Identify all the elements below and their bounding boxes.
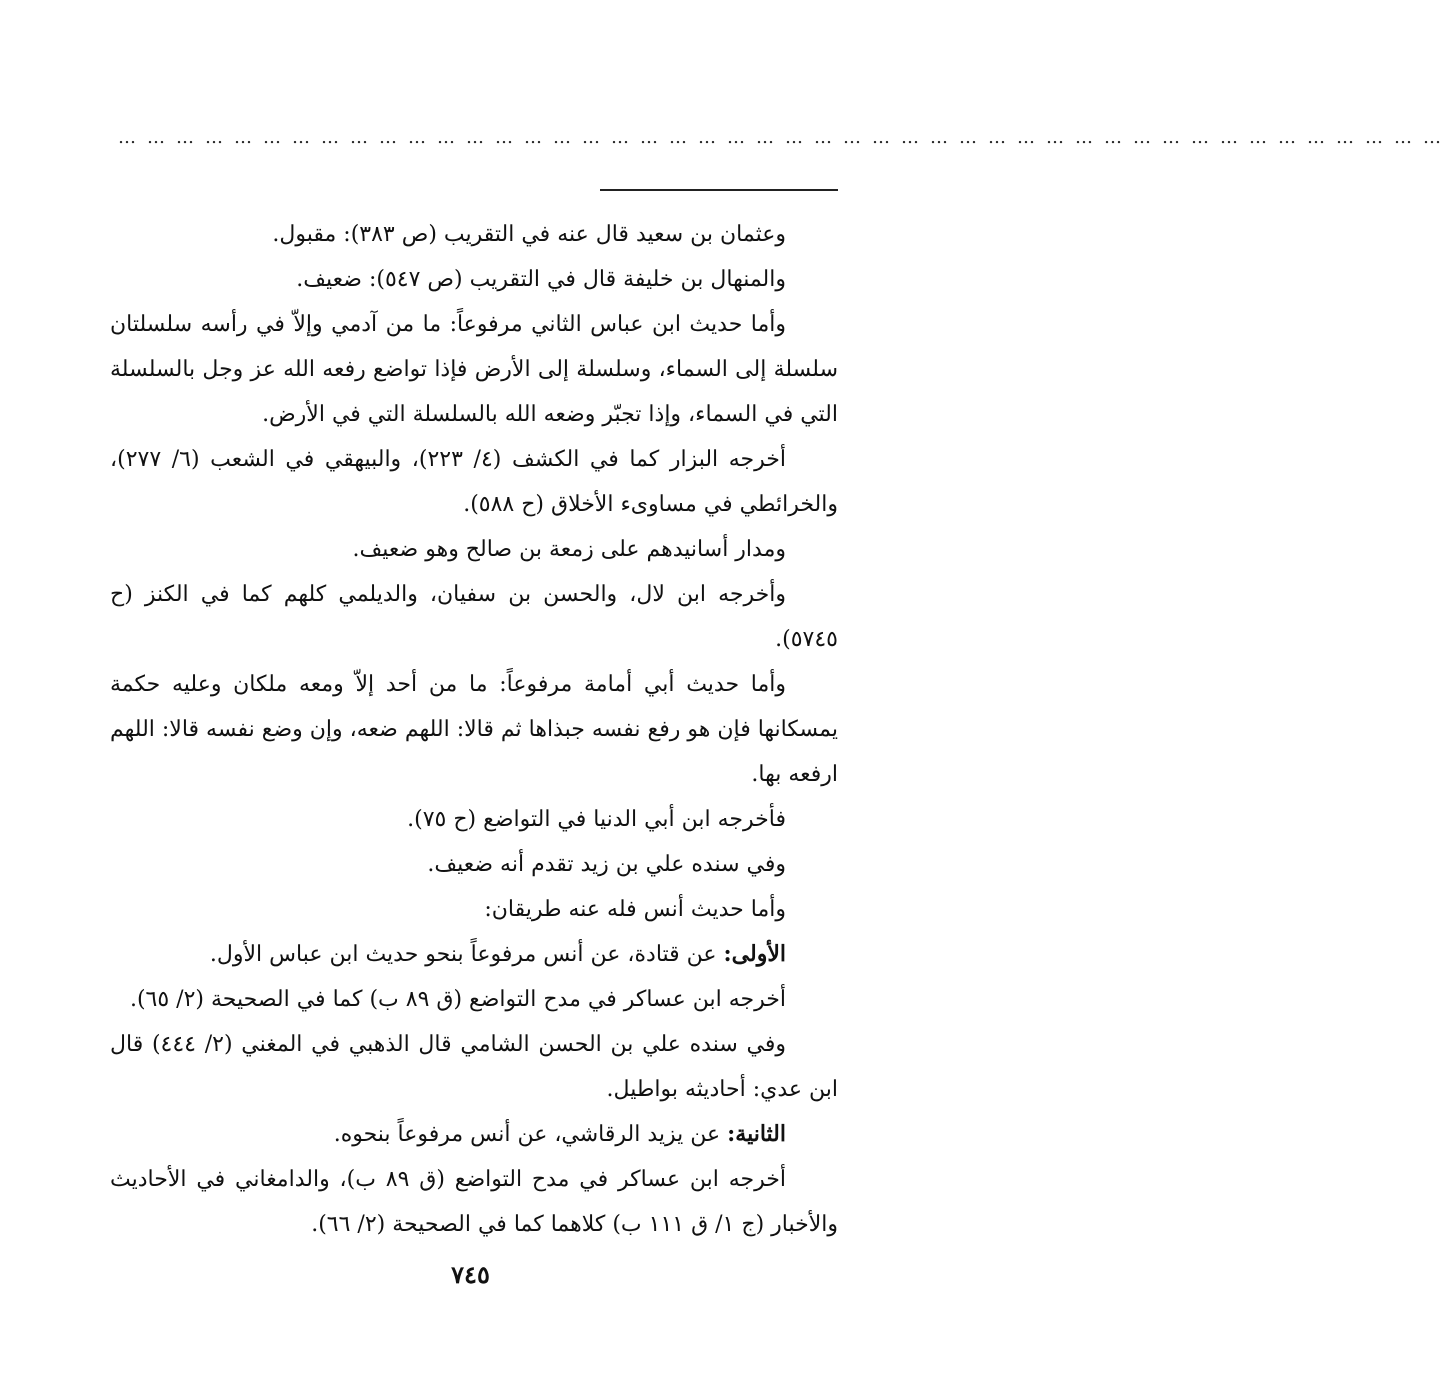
paragraph: أخرجه ابن عساكر في مدح التواضع (ق ٨٩ ب)، والدامغاني في الأحاديث والأخبار (ج ١/ ق ١١١ ب) كلاهما كما في الصحيحة (٢/ ٦٦). bbox=[110, 1167, 838, 1237]
paragraph: وعثمان بن سعيد قال عنه في التقريب (ص ٣٨٣): مقبول. bbox=[272, 222, 786, 247]
label-first: الأولى: bbox=[723, 941, 786, 967]
paragraph: وأخرجه ابن لال، والحسن بن سفيان، والديلمي كلهم كما في الكنز (ح ٥٧٤٥). bbox=[110, 582, 838, 652]
paragraph: وفي سنده علي بن الحسن الشامي قال الذهبي في المغني (٢/ ٤٤٤) قال ابن عدي: أحاديثه بواطيل. bbox=[110, 1032, 838, 1102]
paragraph: وأما حديث ابن عباس الثاني مرفوعاً: ما من آدمي وإلاّ في رأسه سلسلتان سلسلة إلى السماء، وسلسلة إلى الأرض فإذا تواضع رفعه الله عز وجل بالسلسلة التي في السماء، وإذا تجبّر وضعه الله بالسلسلة التي في الأرض. bbox=[110, 312, 838, 427]
paragraph: وأما حديث أنس فله عنه طريقان: bbox=[484, 897, 786, 922]
paragraph bbox=[110, 1112, 838, 1157]
paragraph-text: عن قتادة، عن أنس مرفوعاً بنحو حديث ابن عباس الأول. bbox=[209, 942, 717, 967]
paragraph-text: عن يزيد الرقاشي، عن أنس مرفوعاً بنحوه. bbox=[333, 1122, 721, 1147]
paragraph bbox=[110, 932, 838, 977]
paragraph: وأما حديث أبي أمامة مرفوعاً: ما من أحد إلاّ ومعه ملكان وعليه حكمة يمسكانها فإن هو رفع نفسه جبذاها ثم قالا: اللهم ضعه، وإن وضع نفسه قالا: اللهم ارفعه بها. bbox=[110, 672, 838, 787]
paragraph: فأخرجه ابن أبي الدنيا في التواضع (ح ٧٥). bbox=[407, 807, 786, 832]
dotted-separator: ………………………………………………………………………………………………………………………… bbox=[118, 127, 1452, 148]
paragraph: والمنهال بن خليفة قال في التقريب (ص ٥٤٧): ضعيف. bbox=[296, 267, 786, 292]
footnote-rule bbox=[600, 189, 838, 191]
paragraph: أخرجه ابن عساكر في مدح التواضع (ق ٨٩ ب) كما في الصحيحة (٢/ ٦٥). bbox=[129, 987, 786, 1012]
label-second: الثانية: bbox=[727, 1121, 786, 1147]
paragraph: وفي سنده علي بن زيد تقدم أنه ضعيف. bbox=[427, 852, 786, 877]
page-number: ٧٤٥ bbox=[451, 1260, 490, 1289]
paragraph: أخرجه البزار كما في الكشف (٤/ ٢٢٣)، والبيهقي في الشعب (٦/ ٢٧٧)، والخرائطي في مساوىء الأخلاق (ح ٥٨٨). bbox=[110, 447, 838, 517]
paragraph: ومدار أسانيدهم على زمعة بن صالح وهو ضعيف. bbox=[352, 537, 786, 562]
footnote-text bbox=[110, 212, 838, 1247]
